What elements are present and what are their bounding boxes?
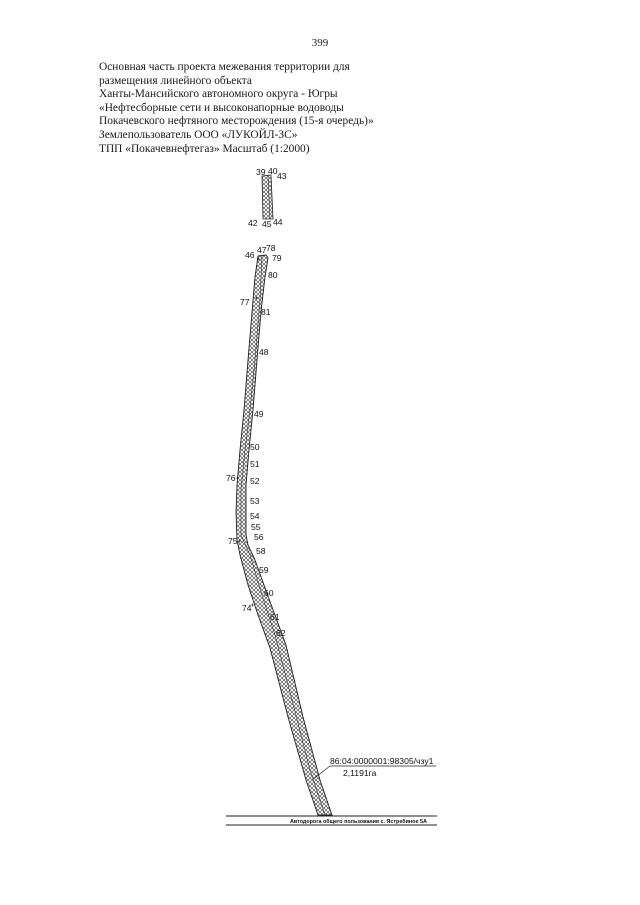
point-label-61: 61 (270, 612, 280, 622)
heading-line-4: «Нефтесборные сети и высоконапорные водоводы (99, 101, 344, 114)
point-label-45: 45 (262, 219, 272, 229)
upper-plot-polygon (262, 175, 273, 219)
point-label-79: 79 (272, 253, 282, 263)
point-label-49: 49 (254, 409, 264, 419)
point-label-40: 40 (268, 166, 278, 176)
heading-line-1: Основная часть проекта межевания территории для (99, 61, 350, 73)
page-number: 399 (311, 37, 329, 49)
plot-main-strip (236, 255, 332, 815)
heading-line-6: Землепользователь ООО «ЛУКОЙЛ-ЗС» (99, 128, 298, 141)
point-label-39: 39 (256, 167, 266, 177)
point-label-76: 76 (226, 473, 236, 483)
point-label-50: 50 (250, 442, 260, 452)
point-label-78: 78 (266, 243, 276, 253)
parcel-number: 86:04:0000001:98305/чзу1 (330, 756, 434, 766)
point-label-42: 42 (248, 218, 258, 228)
point-label-43: 43 (277, 171, 287, 181)
parcel-area: 2,1191га (343, 768, 377, 778)
point-label-55: 55 (251, 522, 261, 532)
point-label-44: 44 (273, 217, 283, 227)
point-label-46: 46 (245, 250, 255, 260)
point-label-62: 62 (276, 628, 286, 638)
point-label-48: 48 (259, 347, 269, 357)
point-label-59: 59 (259, 565, 269, 575)
road-label: Автодорога общего пользования с. Ястребиное 5А (290, 819, 427, 825)
heading-line-3: Ханты-Мансийского автономного округа - Югры (99, 88, 338, 101)
main-strip-polygon (236, 255, 332, 815)
point-label-75: 75 (228, 536, 238, 546)
parcel-callout (312, 756, 436, 780)
point-label-81: 81 (261, 307, 271, 317)
heading-line-2: размещения линейного объекта (99, 74, 252, 87)
point-label-58: 58 (256, 546, 266, 556)
plot-upper-segment (262, 175, 273, 219)
point-label-56: 56 (254, 532, 264, 542)
point-label-60: 60 (264, 588, 274, 598)
point-label-52: 52 (250, 476, 260, 486)
point-label-74: 74 (242, 603, 252, 613)
point-label-53: 53 (250, 496, 260, 506)
heading-line-7: ТПП «Покачевнефтегаз» Масштаб (1:2000) (99, 142, 310, 155)
heading-line-5: Покачевского нефтяного месторождения (15-я очередь)» (99, 115, 374, 128)
road-section (226, 816, 437, 825)
point-label-54: 54 (250, 511, 260, 521)
point-label-51: 51 (250, 459, 260, 469)
point-label-80: 80 (268, 270, 278, 280)
point-label-77: 77 (240, 297, 250, 307)
point-label-47: 47 (257, 245, 267, 255)
